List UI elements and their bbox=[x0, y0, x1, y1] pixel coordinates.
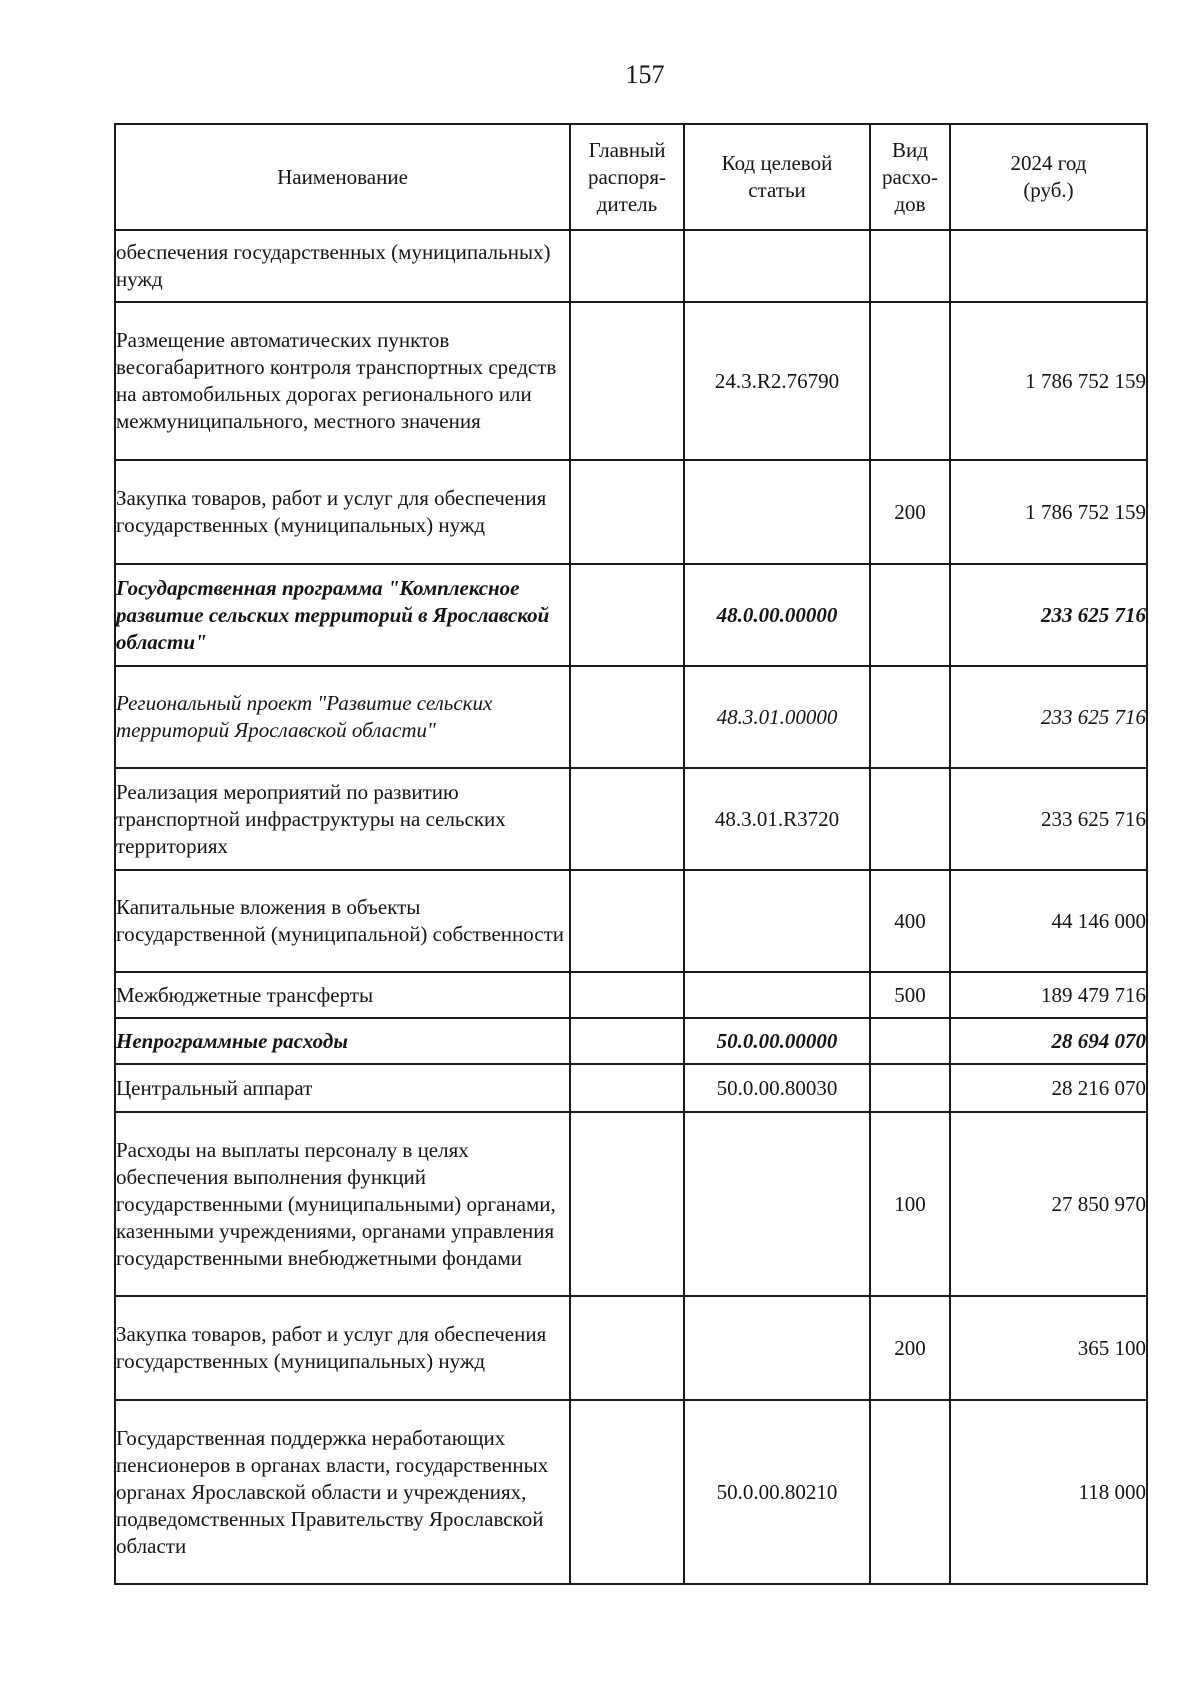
row-type-cell bbox=[870, 1018, 950, 1064]
row-amount-cell: 28 216 070 bbox=[950, 1064, 1147, 1112]
row-amount-cell: 233 625 716 bbox=[950, 768, 1147, 870]
row-code-cell bbox=[684, 1112, 870, 1296]
row-name-cell: Расходы на выплаты персоналу в целях обеспечения выполнения функций государственными (муниципальными) органами, казенными учреждениями, органами управления государственными внебюджетными фондами bbox=[115, 1112, 570, 1296]
row-amount-cell: 28 694 070 bbox=[950, 1018, 1147, 1064]
row-type-cell bbox=[870, 230, 950, 302]
row-code-cell: 48.0.00.00000 bbox=[684, 564, 870, 666]
table-row bbox=[115, 1064, 1147, 1112]
row-name-cell: Размещение автоматических пунктов весогабаритного контроля транспортных средств на автомобильных дорогах регионального или межмуниципального, местного значения bbox=[115, 302, 570, 460]
row-amount-cell: 1 786 752 159 bbox=[950, 460, 1147, 564]
row-amount-cell: 233 625 716 bbox=[950, 666, 1147, 768]
row-manager-cell bbox=[570, 870, 684, 972]
row-amount-cell: 233 625 716 bbox=[950, 564, 1147, 666]
page-number: 157 bbox=[625, 60, 665, 89]
row-amount-cell: 365 100 bbox=[950, 1296, 1147, 1400]
table-body bbox=[115, 230, 1147, 1584]
header-type: Вид расхо-дов bbox=[870, 124, 950, 230]
row-name-cell: Непрограммные расходы bbox=[115, 1018, 570, 1064]
row-type-cell: 100 bbox=[870, 1112, 950, 1296]
table-row bbox=[115, 768, 1147, 870]
row-type-cell bbox=[870, 564, 950, 666]
row-manager-cell bbox=[570, 1112, 684, 1296]
table-row bbox=[115, 1400, 1147, 1584]
row-manager-cell bbox=[570, 972, 684, 1018]
row-manager-cell bbox=[570, 768, 684, 870]
row-manager-cell bbox=[570, 302, 684, 460]
row-name-cell: Межбюджетные трансферты bbox=[115, 972, 570, 1018]
row-type-cell bbox=[870, 666, 950, 768]
header-code: Код целевой статьи bbox=[684, 124, 870, 230]
row-amount-cell: 118 000 bbox=[950, 1400, 1147, 1584]
row-name-cell: Закупка товаров, работ и услуг для обеспечения государственных (муниципальных) нужд bbox=[115, 460, 570, 564]
row-code-cell bbox=[684, 972, 870, 1018]
row-type-cell: 400 bbox=[870, 870, 950, 972]
row-manager-cell bbox=[570, 230, 684, 302]
row-manager-cell bbox=[570, 1400, 684, 1584]
row-name-cell: Региональный проект "Развитие сельских территорий Ярославской области" bbox=[115, 666, 570, 768]
table-row bbox=[115, 1296, 1147, 1400]
row-amount-cell bbox=[950, 230, 1147, 302]
table-row bbox=[115, 666, 1147, 768]
row-code-cell bbox=[684, 230, 870, 302]
row-code-cell: 50.0.00.00000 bbox=[684, 1018, 870, 1064]
table-row bbox=[115, 870, 1147, 972]
row-amount-cell: 1 786 752 159 bbox=[950, 302, 1147, 460]
row-manager-cell bbox=[570, 1064, 684, 1112]
row-code-cell: 24.3.R2.76790 bbox=[684, 302, 870, 460]
table-row bbox=[115, 1112, 1147, 1296]
table-row bbox=[115, 564, 1147, 666]
row-name-cell: Государственная программа "Комплексное развитие сельских территорий в Ярославской области" bbox=[115, 564, 570, 666]
row-manager-cell bbox=[570, 460, 684, 564]
row-name-cell: Реализация мероприятий по развитию транспортной инфраструктуры на сельских территориях bbox=[115, 768, 570, 870]
header-amount: 2024 год (руб.) bbox=[950, 124, 1147, 230]
row-code-cell: 50.0.00.80210 bbox=[684, 1400, 870, 1584]
row-manager-cell bbox=[570, 1296, 684, 1400]
row-manager-cell bbox=[570, 1018, 684, 1064]
row-code-cell bbox=[684, 460, 870, 564]
row-type-cell: 200 bbox=[870, 1296, 950, 1400]
row-amount-cell: 27 850 970 bbox=[950, 1112, 1147, 1296]
table-row bbox=[115, 972, 1147, 1018]
table-row bbox=[115, 1018, 1147, 1064]
row-type-cell bbox=[870, 1400, 950, 1584]
row-type-cell bbox=[870, 302, 950, 460]
row-type-cell: 500 bbox=[870, 972, 950, 1018]
row-name-cell: Государственная поддержка неработающих пенсионеров в органах власти, государственных органах Ярославской области и учреждениях, подведомственных Правительству Ярославской области bbox=[115, 1400, 570, 1584]
row-manager-cell bbox=[570, 564, 684, 666]
table-header-row bbox=[115, 124, 1147, 230]
row-name-cell: Закупка товаров, работ и услуг для обеспечения государственных (муниципальных) нужд bbox=[115, 1296, 570, 1400]
row-amount-cell: 44 146 000 bbox=[950, 870, 1147, 972]
row-type-cell: 200 bbox=[870, 460, 950, 564]
row-code-cell: 48.3.01.00000 bbox=[684, 666, 870, 768]
table-row bbox=[115, 302, 1147, 460]
row-name-cell: Капитальные вложения в объекты государственной (муниципальной) собственности bbox=[115, 870, 570, 972]
row-code-cell: 48.3.01.R3720 bbox=[684, 768, 870, 870]
header-manager: Главный распоря-дитель bbox=[570, 124, 684, 230]
row-code-cell bbox=[684, 1296, 870, 1400]
row-amount-cell: 189 479 716 bbox=[950, 972, 1147, 1018]
budget-table bbox=[114, 123, 1148, 1585]
row-code-cell: 50.0.00.80030 bbox=[684, 1064, 870, 1112]
row-code-cell bbox=[684, 870, 870, 972]
table-row bbox=[115, 460, 1147, 564]
row-manager-cell bbox=[570, 666, 684, 768]
table-row bbox=[115, 230, 1147, 302]
row-type-cell bbox=[870, 768, 950, 870]
header-name: Наименование bbox=[115, 124, 570, 230]
row-type-cell bbox=[870, 1064, 950, 1112]
row-name-cell: Центральный аппарат bbox=[115, 1064, 570, 1112]
row-name-cell: обеспечения государственных (муниципальных) нужд bbox=[115, 230, 570, 302]
